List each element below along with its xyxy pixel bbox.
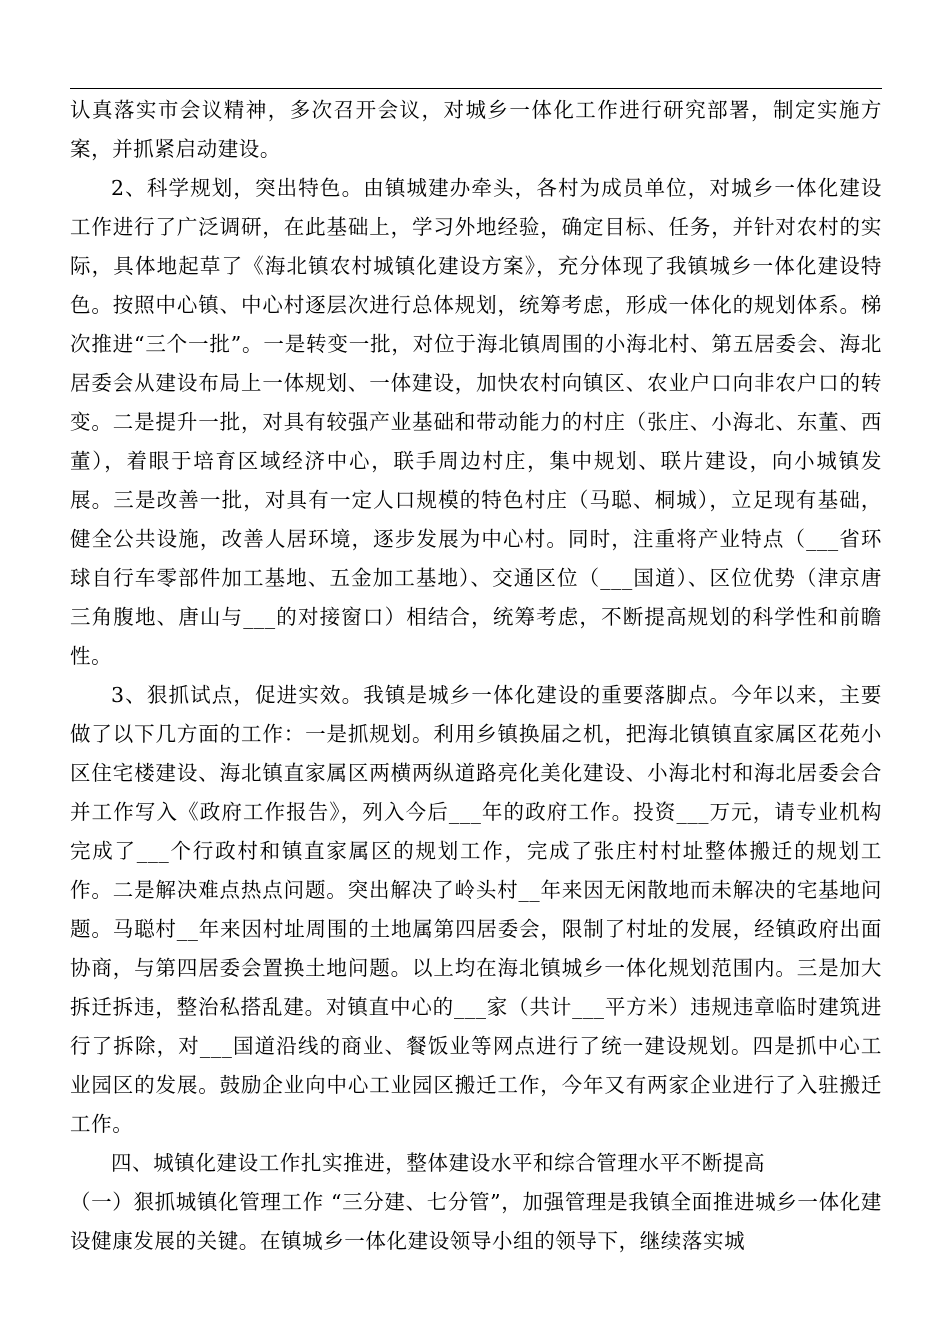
- document-body: [70, 91, 882, 1261]
- paragraph-section-3: 3、狠抓试点，促进实效。我镇是城乡一体化建设的重要落脚点。今年以来，主要做了以下几方面的工作：一是抓规划。利用乡镇换届之机，把海北镇镇直家属区花苑小区住宅楼建设、海北镇直家属区两横两纵道路亮化美化建设、小海北村和海北居委会合并工作写入《政府工作报告》，列入今后___年的政府工作。投资___万元，请专业机构完成了___个行政村和镇直家属区的规划工作，完成了张庄村村址整体搬迁的规划工作。二是解决难点热点问题。突出解决了岭头村__年来因无闲散地而未解决的宅基地问题。马聪村__年来因村址周围的土地属第四居委会，限制了村址的发展，经镇政府出面协商，与第四居委会置换土地问题。以上均在海北镇城乡一体化规划范围内。三是加大拆迁拆违，整治私搭乱建。对镇直中心的___家（共计___平方米）违规违章临时建筑进行了拆除，对___国道沿线的商业、餐饭业等网点进行了统一建设规划。四是抓中心工业园区的发展。鼓励企业向中心工业园区搬迁工作，今年又有两家企业进行了入驻搬迁工作。: [70, 683, 882, 1136]
- paragraph-section-4-1: （一）狠抓城镇化管理工作 “三分建、七分管”，加强管理是我镇全面推进城乡一体化建设健康发展的关键。在镇城乡一体化建设领导小组的领导下，继续落实城: [70, 1190, 882, 1253]
- paragraph-section-2: 2、科学规划，突出特色。由镇城建办牵头，各村为成员单位，对城乡一体化建设工作进行了广泛调研，在此基础上，学习外地经验，确定目标、任务，并针对农村的实际，具体地起草了《海北镇农村城镇化建设方案》，充分体现了我镇城乡一体化建设特色。按照中心镇、中心村逐层次进行总体规划，统筹考虑，形成一体化的规划体系。梯次推进“三个一批”。一是转变一批，对位于海北镇周围的小海北村、第五居委会、海北居委会从建设布局上一体规划、一体建设，加快农村向镇区、农业户口向非农户口的转变。二是提升一批，对具有较强产业基础和带动能力的村庄（张庄、小海北、东董、西董），着眼于培育区域经济中心，联手周边村庄，集中规划、联片建设，向小城镇发展。三是改善一批，对具有一定人口规模的特色村庄（马聪、桐城），立足现有基础，健全公共设施，改善人居环境，逐步发展为中心村。同时，注重将产业特点（___省环球自行车零部件加工基地、五金加工基地）、交通区位（___国道）、区位优势（津京唐三角腹地、唐山与___的对接窗口）相结合，统筹考虑，不断提高规划的科学性和前瞻性。: [70, 176, 882, 668]
- paragraph-continuation: 认真落实市会议精神，多次召开会议，对城乡一体化工作进行研究部署，制定实施方案，并抓紧启动建设。: [70, 98, 882, 161]
- header-rule: [70, 88, 882, 89]
- section-4-heading: 四、城镇化建设工作扎实推进，整体建设水平和综合管理水平不断提高: [111, 1151, 766, 1175]
